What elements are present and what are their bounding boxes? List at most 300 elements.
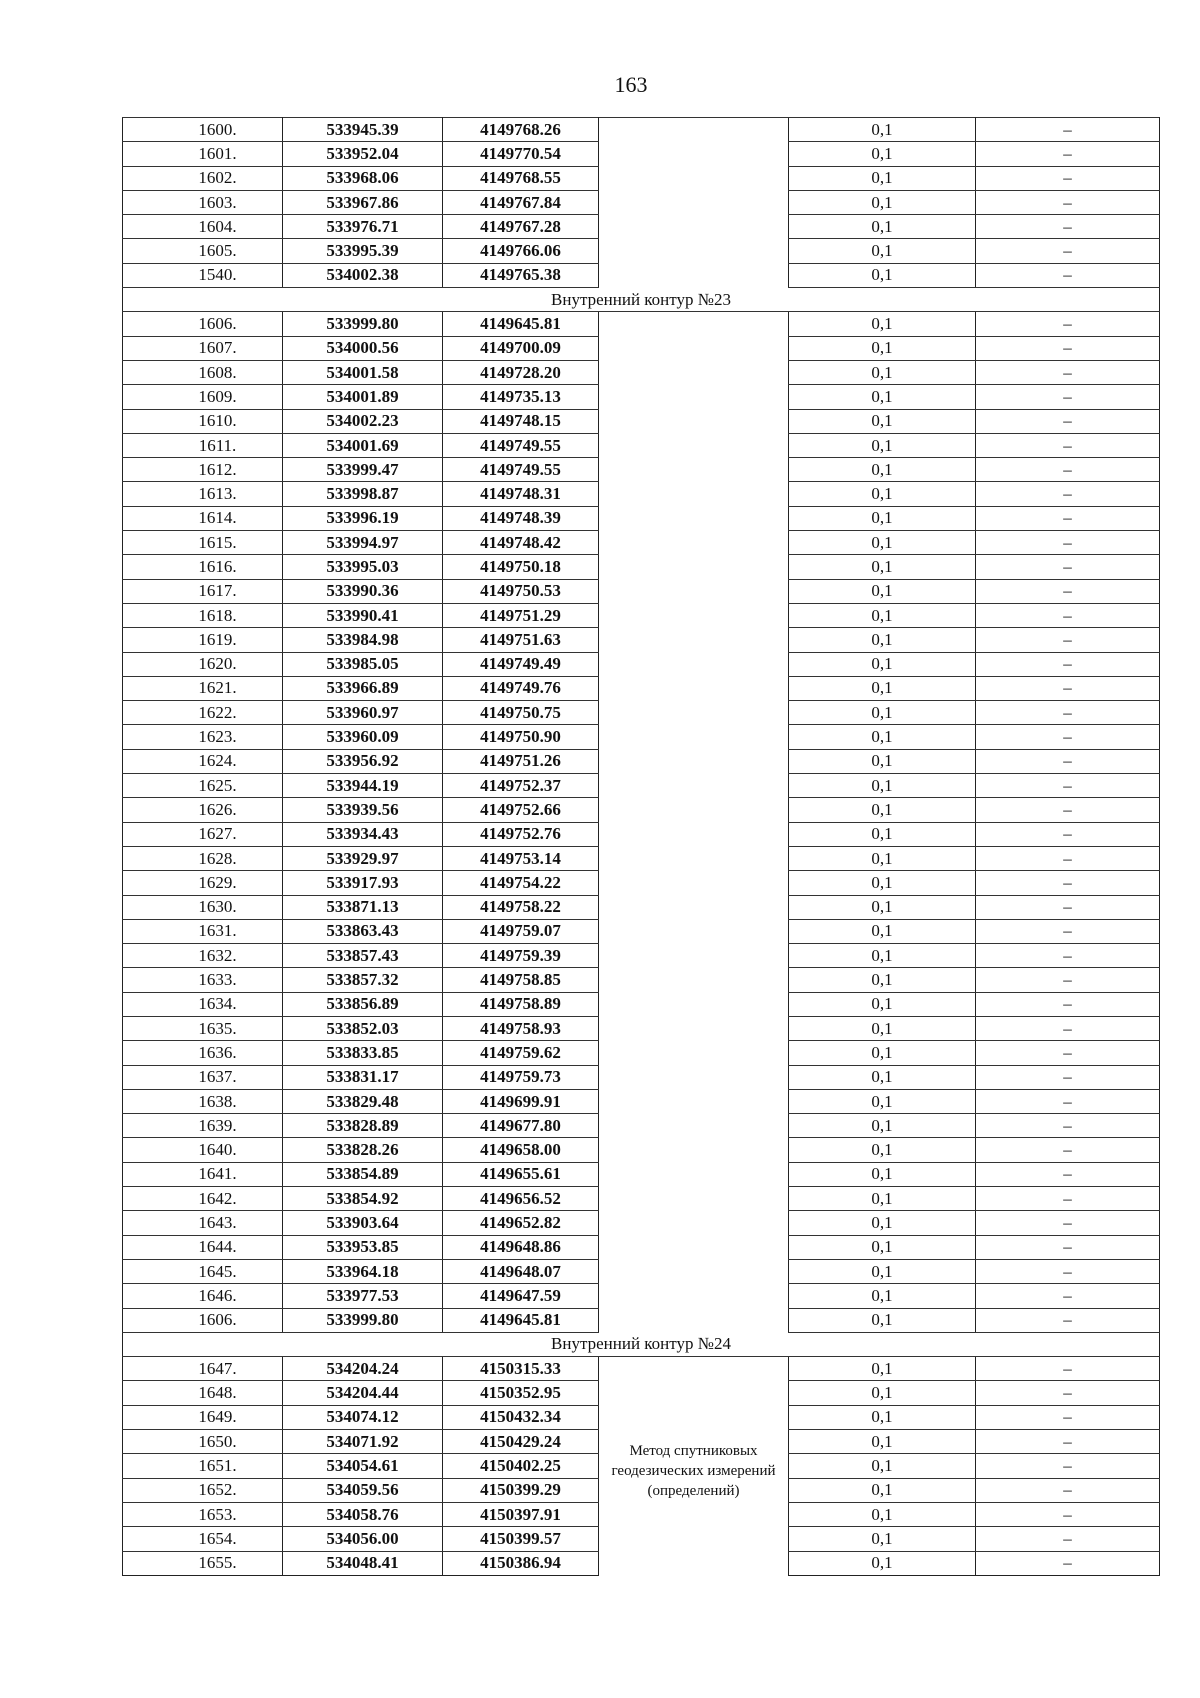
accuracy-value: 0,1 <box>789 1065 976 1089</box>
x-coordinate: 533903.64 <box>283 1211 443 1235</box>
table-row <box>123 1138 1160 1162</box>
y-coordinate: 4149655.61 <box>443 1162 599 1186</box>
accuracy-value: 0,1 <box>789 1235 976 1259</box>
x-coordinate: 533828.26 <box>283 1138 443 1162</box>
accuracy-value: 0,1 <box>789 1405 976 1429</box>
x-coordinate: 534204.44 <box>283 1381 443 1405</box>
y-coordinate: 4149768.26 <box>443 118 599 142</box>
table-row <box>123 166 1160 190</box>
accuracy-value: 0,1 <box>789 603 976 627</box>
table-row <box>123 190 1160 214</box>
empty-gap-cell <box>599 1284 789 1308</box>
empty-gap-cell <box>599 822 789 846</box>
empty-value-dash: – <box>976 1016 1160 1040</box>
point-number: 1633. <box>123 968 283 992</box>
x-coordinate: 533966.89 <box>283 676 443 700</box>
empty-gap-cell <box>599 482 789 506</box>
point-number: 1621. <box>123 676 283 700</box>
table-row <box>123 749 1160 773</box>
y-coordinate: 4149758.89 <box>443 992 599 1016</box>
point-number: 1620. <box>123 652 283 676</box>
point-number: 1652. <box>123 1478 283 1502</box>
point-number: 1623. <box>123 725 283 749</box>
empty-value-dash: – <box>976 919 1160 943</box>
x-coordinate: 533977.53 <box>283 1284 443 1308</box>
x-coordinate: 534054.61 <box>283 1454 443 1478</box>
empty-value-dash: – <box>976 1527 1160 1551</box>
table-row <box>123 1114 1160 1138</box>
point-number: 1607. <box>123 336 283 360</box>
empty-value-dash: – <box>976 360 1160 384</box>
empty-value-dash: – <box>976 652 1160 676</box>
empty-value-dash: – <box>976 871 1160 895</box>
point-number: 1618. <box>123 603 283 627</box>
table-row <box>123 506 1160 530</box>
empty-value-dash: – <box>976 603 1160 627</box>
point-number: 1606. <box>123 312 283 336</box>
y-coordinate: 4149750.75 <box>443 701 599 725</box>
empty-value-dash: – <box>976 822 1160 846</box>
accuracy-value: 0,1 <box>789 482 976 506</box>
x-coordinate: 534059.56 <box>283 1478 443 1502</box>
point-number: 1605. <box>123 239 283 263</box>
x-coordinate: 533939.56 <box>283 798 443 822</box>
y-coordinate: 4150352.95 <box>443 1381 599 1405</box>
empty-value-dash: – <box>976 676 1160 700</box>
point-number: 1635. <box>123 1016 283 1040</box>
y-coordinate: 4150432.34 <box>443 1405 599 1429</box>
table-row <box>123 1308 1160 1332</box>
x-coordinate: 534048.41 <box>283 1551 443 1575</box>
point-number: 1651. <box>123 1454 283 1478</box>
table-row <box>123 1016 1160 1040</box>
empty-value-dash: – <box>976 1114 1160 1138</box>
empty-gap-cell <box>599 774 789 798</box>
empty-gap-cell <box>599 676 789 700</box>
accuracy-value: 0,1 <box>789 312 976 336</box>
x-coordinate: 533995.39 <box>283 239 443 263</box>
empty-gap-cell <box>599 944 789 968</box>
point-number: 1647. <box>123 1357 283 1381</box>
empty-value-dash: – <box>976 555 1160 579</box>
y-coordinate: 4149735.13 <box>443 385 599 409</box>
point-number: 1606. <box>123 1308 283 1332</box>
y-coordinate: 4149749.55 <box>443 433 599 457</box>
point-number: 1655. <box>123 1551 283 1575</box>
empty-gap-cell <box>599 142 789 166</box>
y-coordinate: 4149759.39 <box>443 944 599 968</box>
empty-value-dash: – <box>976 1381 1160 1405</box>
accuracy-value: 0,1 <box>789 555 976 579</box>
y-coordinate: 4150386.94 <box>443 1551 599 1575</box>
y-coordinate: 4149751.63 <box>443 628 599 652</box>
x-coordinate: 534058.76 <box>283 1502 443 1526</box>
accuracy-value: 0,1 <box>789 579 976 603</box>
empty-gap-cell <box>599 118 789 142</box>
point-number: 1626. <box>123 798 283 822</box>
accuracy-value: 0,1 <box>789 166 976 190</box>
point-number: 1613. <box>123 482 283 506</box>
table-row <box>123 482 1160 506</box>
section-title: Внутренний контур №23 <box>123 288 1160 312</box>
accuracy-value: 0,1 <box>789 822 976 846</box>
table-row <box>123 555 1160 579</box>
table-row <box>123 992 1160 1016</box>
accuracy-value: 0,1 <box>789 1114 976 1138</box>
y-coordinate: 4149748.15 <box>443 409 599 433</box>
x-coordinate: 533854.92 <box>283 1187 443 1211</box>
x-coordinate: 533857.32 <box>283 968 443 992</box>
point-number: 1619. <box>123 628 283 652</box>
table-row <box>123 1089 1160 1113</box>
empty-value-dash: – <box>976 725 1160 749</box>
x-coordinate: 533833.85 <box>283 1041 443 1065</box>
accuracy-value: 0,1 <box>789 1041 976 1065</box>
empty-value-dash: – <box>976 215 1160 239</box>
point-number: 1642. <box>123 1187 283 1211</box>
x-coordinate: 533831.17 <box>283 1065 443 1089</box>
table-row <box>123 603 1160 627</box>
empty-value-dash: – <box>976 1454 1160 1478</box>
section-title: Внутренний контур №24 <box>123 1332 1160 1356</box>
empty-gap-cell <box>599 531 789 555</box>
point-number: 1641. <box>123 1162 283 1186</box>
y-coordinate: 4150397.91 <box>443 1502 599 1526</box>
empty-gap-cell <box>599 1308 789 1332</box>
empty-gap-cell <box>599 1211 789 1235</box>
y-coordinate: 4149645.81 <box>443 312 599 336</box>
point-number: 1625. <box>123 774 283 798</box>
empty-gap-cell <box>599 555 789 579</box>
y-coordinate: 4150399.29 <box>443 1478 599 1502</box>
empty-gap-cell <box>599 725 789 749</box>
table-row <box>123 676 1160 700</box>
x-coordinate: 534001.69 <box>283 433 443 457</box>
empty-value-dash: – <box>976 992 1160 1016</box>
y-coordinate: 4149648.07 <box>443 1259 599 1283</box>
point-number: 1636. <box>123 1041 283 1065</box>
point-number: 1649. <box>123 1405 283 1429</box>
empty-gap-cell <box>599 1089 789 1113</box>
y-coordinate: 4149767.28 <box>443 215 599 239</box>
x-coordinate: 533994.97 <box>283 531 443 555</box>
x-coordinate: 533976.71 <box>283 215 443 239</box>
y-coordinate: 4149749.49 <box>443 652 599 676</box>
empty-value-dash: – <box>976 1259 1160 1283</box>
point-number: 1654. <box>123 1527 283 1551</box>
method-description: Метод спутниковых геодезических измерений (определений) <box>611 1443 776 1500</box>
empty-value-dash: – <box>976 482 1160 506</box>
accuracy-value: 0,1 <box>789 336 976 360</box>
empty-gap-cell <box>599 409 789 433</box>
empty-gap-cell <box>599 1065 789 1089</box>
accuracy-value: 0,1 <box>789 774 976 798</box>
empty-value-dash: – <box>976 798 1160 822</box>
empty-gap-cell <box>599 506 789 530</box>
table-row <box>123 919 1160 943</box>
table-row <box>123 1065 1160 1089</box>
table-row <box>123 360 1160 384</box>
empty-gap-cell <box>599 166 789 190</box>
empty-gap-cell <box>599 919 789 943</box>
point-number: 1604. <box>123 215 283 239</box>
accuracy-value: 0,1 <box>789 895 976 919</box>
table-row <box>123 652 1160 676</box>
empty-value-dash: – <box>976 263 1160 287</box>
table-row <box>123 215 1160 239</box>
empty-gap-cell <box>599 628 789 652</box>
accuracy-value: 0,1 <box>789 871 976 895</box>
empty-gap-cell <box>599 1114 789 1138</box>
y-coordinate: 4149766.06 <box>443 239 599 263</box>
accuracy-value: 0,1 <box>789 701 976 725</box>
section-header-row <box>123 1332 1160 1356</box>
empty-gap-cell <box>599 798 789 822</box>
point-number: 1614. <box>123 506 283 530</box>
accuracy-value: 0,1 <box>789 433 976 457</box>
accuracy-value: 0,1 <box>789 1357 976 1381</box>
table-row <box>123 871 1160 895</box>
y-coordinate: 4149748.31 <box>443 482 599 506</box>
y-coordinate: 4149656.52 <box>443 1187 599 1211</box>
x-coordinate: 533852.03 <box>283 1016 443 1040</box>
empty-gap-cell <box>599 846 789 870</box>
empty-gap-cell <box>599 749 789 773</box>
empty-value-dash: – <box>976 944 1160 968</box>
x-coordinate: 534002.23 <box>283 409 443 433</box>
x-coordinate: 533828.89 <box>283 1114 443 1138</box>
empty-value-dash: – <box>976 1162 1160 1186</box>
empty-gap-cell <box>599 433 789 457</box>
accuracy-value: 0,1 <box>789 360 976 384</box>
point-number: 1608. <box>123 360 283 384</box>
coordinates-table <box>122 117 1160 1576</box>
empty-value-dash: – <box>976 1065 1160 1089</box>
accuracy-value: 0,1 <box>789 919 976 943</box>
y-coordinate: 4149750.18 <box>443 555 599 579</box>
accuracy-value: 0,1 <box>789 385 976 409</box>
x-coordinate: 533934.43 <box>283 822 443 846</box>
accuracy-value: 0,1 <box>789 968 976 992</box>
y-coordinate: 4149652.82 <box>443 1211 599 1235</box>
x-coordinate: 533871.13 <box>283 895 443 919</box>
accuracy-value: 0,1 <box>789 1454 976 1478</box>
empty-gap-cell <box>599 1235 789 1259</box>
empty-value-dash: – <box>976 1357 1160 1381</box>
x-coordinate: 533990.36 <box>283 579 443 603</box>
empty-value-dash: – <box>976 895 1160 919</box>
y-coordinate: 4149748.39 <box>443 506 599 530</box>
accuracy-value: 0,1 <box>789 1381 976 1405</box>
y-coordinate: 4149750.90 <box>443 725 599 749</box>
table-row <box>123 968 1160 992</box>
point-number: 1612. <box>123 458 283 482</box>
x-coordinate: 534001.58 <box>283 360 443 384</box>
empty-gap-cell <box>599 1259 789 1283</box>
point-number: 1640. <box>123 1138 283 1162</box>
x-coordinate: 533917.93 <box>283 871 443 895</box>
table-row <box>123 336 1160 360</box>
y-coordinate: 4149765.38 <box>443 263 599 287</box>
x-coordinate: 533967.86 <box>283 190 443 214</box>
y-coordinate: 4149748.42 <box>443 531 599 555</box>
accuracy-value: 0,1 <box>789 846 976 870</box>
y-coordinate: 4149752.66 <box>443 798 599 822</box>
y-coordinate: 4149728.20 <box>443 360 599 384</box>
table-row <box>123 312 1160 336</box>
empty-gap-cell <box>599 190 789 214</box>
table-row <box>123 1162 1160 1186</box>
point-number: 1643. <box>123 1211 283 1235</box>
point-number: 1609. <box>123 385 283 409</box>
accuracy-value: 0,1 <box>789 1527 976 1551</box>
x-coordinate: 533964.18 <box>283 1259 443 1283</box>
y-coordinate: 4149751.29 <box>443 603 599 627</box>
accuracy-value: 0,1 <box>789 118 976 142</box>
accuracy-value: 0,1 <box>789 531 976 555</box>
y-coordinate: 4149768.55 <box>443 166 599 190</box>
table-row <box>123 822 1160 846</box>
accuracy-value: 0,1 <box>789 1259 976 1283</box>
point-number: 1630. <box>123 895 283 919</box>
table-row <box>123 1187 1160 1211</box>
accuracy-value: 0,1 <box>789 1089 976 1113</box>
empty-gap-cell <box>599 1016 789 1040</box>
x-coordinate: 534071.92 <box>283 1430 443 1454</box>
table-row <box>123 142 1160 166</box>
point-number: 1639. <box>123 1114 283 1138</box>
empty-value-dash: – <box>976 1211 1160 1235</box>
table-row <box>123 1235 1160 1259</box>
y-coordinate: 4149749.55 <box>443 458 599 482</box>
accuracy-value: 0,1 <box>789 652 976 676</box>
table-row <box>123 1284 1160 1308</box>
y-coordinate: 4149770.54 <box>443 142 599 166</box>
x-coordinate: 533999.80 <box>283 312 443 336</box>
empty-value-dash: – <box>976 409 1160 433</box>
point-number: 1622. <box>123 701 283 725</box>
accuracy-value: 0,1 <box>789 1016 976 1040</box>
point-number: 1645. <box>123 1259 283 1283</box>
empty-gap-cell <box>599 215 789 239</box>
accuracy-value: 0,1 <box>789 1284 976 1308</box>
point-number: 1601. <box>123 142 283 166</box>
empty-value-dash: – <box>976 628 1160 652</box>
point-number: 1648. <box>123 1381 283 1405</box>
empty-value-dash: – <box>976 1284 1160 1308</box>
empty-value-dash: – <box>976 701 1160 725</box>
x-coordinate: 533856.89 <box>283 992 443 1016</box>
accuracy-value: 0,1 <box>789 725 976 749</box>
point-number: 1644. <box>123 1235 283 1259</box>
empty-gap-cell <box>599 385 789 409</box>
x-coordinate: 534074.12 <box>283 1405 443 1429</box>
point-number: 1632. <box>123 944 283 968</box>
empty-value-dash: – <box>976 1138 1160 1162</box>
empty-value-dash: – <box>976 166 1160 190</box>
page-number: 163 <box>614 72 648 97</box>
y-coordinate: 4149749.76 <box>443 676 599 700</box>
table-row <box>123 385 1160 409</box>
x-coordinate: 533960.97 <box>283 701 443 725</box>
point-number: 1653. <box>123 1502 283 1526</box>
accuracy-value: 0,1 <box>789 1211 976 1235</box>
point-number: 1637. <box>123 1065 283 1089</box>
point-number: 1615. <box>123 531 283 555</box>
accuracy-value: 0,1 <box>789 628 976 652</box>
point-number: 1616. <box>123 555 283 579</box>
empty-gap-cell <box>599 1041 789 1065</box>
accuracy-value: 0,1 <box>789 944 976 968</box>
table-row <box>123 774 1160 798</box>
y-coordinate: 4150402.25 <box>443 1454 599 1478</box>
accuracy-value: 0,1 <box>789 142 976 166</box>
y-coordinate: 4149752.76 <box>443 822 599 846</box>
empty-gap-cell <box>599 603 789 627</box>
y-coordinate: 4149758.85 <box>443 968 599 992</box>
table-row <box>123 701 1160 725</box>
y-coordinate: 4149750.53 <box>443 579 599 603</box>
empty-gap-cell <box>599 360 789 384</box>
table-row <box>123 1041 1160 1065</box>
accuracy-value: 0,1 <box>789 1187 976 1211</box>
x-coordinate: 533829.48 <box>283 1089 443 1113</box>
table-row <box>123 531 1160 555</box>
empty-value-dash: – <box>976 774 1160 798</box>
empty-value-dash: – <box>976 190 1160 214</box>
accuracy-value: 0,1 <box>789 1138 976 1162</box>
table-row <box>123 628 1160 652</box>
y-coordinate: 4149648.86 <box>443 1235 599 1259</box>
empty-value-dash: – <box>976 1502 1160 1526</box>
empty-value-dash: – <box>976 579 1160 603</box>
x-coordinate: 533985.05 <box>283 652 443 676</box>
point-number: 1540. <box>123 263 283 287</box>
point-number: 1629. <box>123 871 283 895</box>
empty-value-dash: – <box>976 385 1160 409</box>
table-row <box>123 458 1160 482</box>
accuracy-value: 0,1 <box>789 190 976 214</box>
accuracy-value: 0,1 <box>789 1478 976 1502</box>
x-coordinate: 534001.89 <box>283 385 443 409</box>
empty-gap-cell <box>599 312 789 336</box>
x-coordinate: 534002.38 <box>283 263 443 287</box>
point-number: 1602. <box>123 166 283 190</box>
table-row <box>123 239 1160 263</box>
point-number: 1627. <box>123 822 283 846</box>
y-coordinate: 4149677.80 <box>443 1114 599 1138</box>
empty-value-dash: – <box>976 1551 1160 1575</box>
point-number: 1603. <box>123 190 283 214</box>
x-coordinate: 533945.39 <box>283 118 443 142</box>
x-coordinate: 534204.24 <box>283 1357 443 1381</box>
y-coordinate: 4149754.22 <box>443 871 599 895</box>
y-coordinate: 4149699.91 <box>443 1089 599 1113</box>
x-coordinate: 533990.41 <box>283 603 443 627</box>
table-row <box>123 895 1160 919</box>
empty-value-dash: – <box>976 336 1160 360</box>
accuracy-value: 0,1 <box>789 1551 976 1575</box>
x-coordinate: 533854.89 <box>283 1162 443 1186</box>
point-number: 1646. <box>123 1284 283 1308</box>
point-number: 1638. <box>123 1089 283 1113</box>
table-row <box>123 944 1160 968</box>
accuracy-value: 0,1 <box>789 1502 976 1526</box>
empty-gap-cell <box>599 336 789 360</box>
section-header-row <box>123 288 1160 312</box>
y-coordinate: 4149752.37 <box>443 774 599 798</box>
empty-value-dash: – <box>976 239 1160 263</box>
